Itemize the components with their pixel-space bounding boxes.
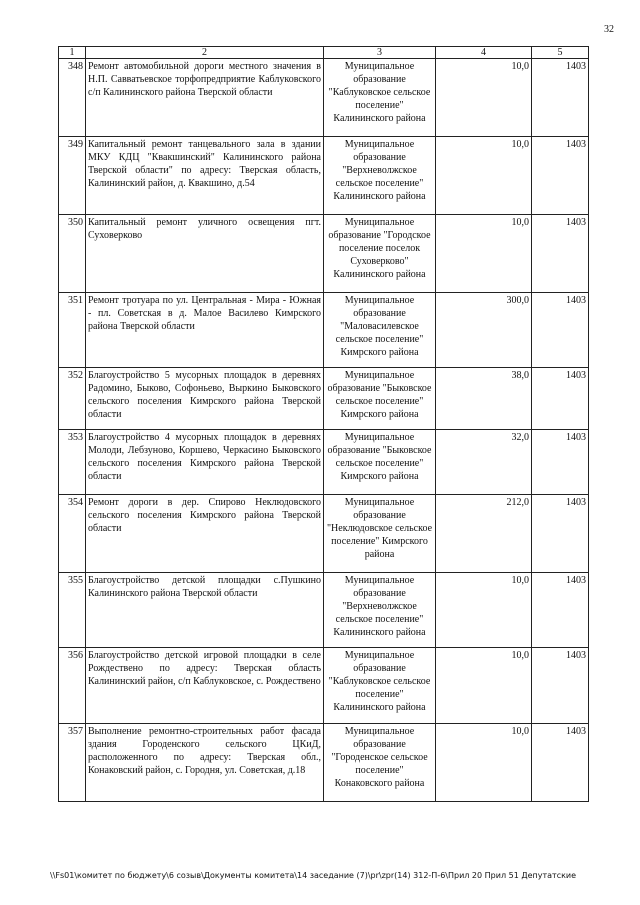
row-number: 352 <box>59 368 86 430</box>
row-number: 348 <box>59 59 86 137</box>
row-code: 1403 <box>532 495 589 573</box>
row-recipient: Муниципальное образование "Городское поселение поселок Суховерково" Калининского района <box>324 215 436 293</box>
row-code: 1403 <box>532 59 589 137</box>
row-recipient: Муниципальное образование "Неклюдовское сельское поселение" Кимрского района <box>324 495 436 573</box>
row-amount: 32,0 <box>436 430 532 495</box>
table-row <box>59 724 589 802</box>
row-code: 1403 <box>532 368 589 430</box>
row-description: Выполнение ремонтно-строительных работ фасада здания Городенского сельского ЦКиД, расположенного по адресу: Тверская обл., Конаковский район, с. Городня, ул. Советская, д.18 <box>86 724 324 802</box>
table-row <box>59 495 589 573</box>
table-row <box>59 430 589 495</box>
column-header: 4 <box>436 47 532 59</box>
row-amount: 10,0 <box>436 137 532 215</box>
row-amount: 38,0 <box>436 368 532 430</box>
table-row <box>59 59 589 137</box>
row-description: Капитальный ремонт уличного освещения пгт. Суховерково <box>86 215 324 293</box>
row-recipient: Муниципальное образование "Каблуковское сельское поселение" Калининского района <box>324 648 436 724</box>
row-number: 353 <box>59 430 86 495</box>
row-description: Благоустройство 5 мусорных площадок в деревнях Радомино, Быково, Софоньево, Выркино Быковского сельского поселения Кимрского района Тверской области <box>86 368 324 430</box>
row-amount: 10,0 <box>436 573 532 648</box>
column-header: 3 <box>324 47 436 59</box>
row-recipient: Муниципальное образование "Маловасилевское сельское поселение" Кимрского района <box>324 293 436 368</box>
row-amount: 10,0 <box>436 59 532 137</box>
row-amount: 10,0 <box>436 215 532 293</box>
row-code: 1403 <box>532 430 589 495</box>
row-description: Благоустройство 4 мусорных площадок в деревнях Молоди, Лебзуново, Коршево, Черкасино Быковского сельского поселения Кимрского района Тверской области <box>86 430 324 495</box>
row-code: 1403 <box>532 215 589 293</box>
column-header: 2 <box>86 47 324 59</box>
row-description: Ремонт дороги в дер. Спирово Неклюдовского сельского поселения Кимрского района Тверской области <box>86 495 324 573</box>
row-amount: 212,0 <box>436 495 532 573</box>
table-row <box>59 648 589 724</box>
row-code: 1403 <box>532 724 589 802</box>
row-description: Благоустройство детской игровой площадки в селе Рождествено по адресу: Тверская область Калининский район, с/п Каблуковское, с. Рождествено <box>86 648 324 724</box>
row-recipient: Муниципальное образование "Верхневолжское сельское поселение" Калининского района <box>324 573 436 648</box>
table-header-row <box>59 47 589 59</box>
page-number: 32 <box>604 24 614 35</box>
row-amount: 10,0 <box>436 648 532 724</box>
row-amount: 300,0 <box>436 293 532 368</box>
row-code: 1403 <box>532 137 589 215</box>
row-number: 356 <box>59 648 86 724</box>
row-recipient: Муниципальное образование "Быковское сельское поселение" Кимрского района <box>324 368 436 430</box>
row-number: 355 <box>59 573 86 648</box>
row-number: 349 <box>59 137 86 215</box>
row-description: Благоустройство детской площадки с.Пушкино Калининского района Тверской области <box>86 573 324 648</box>
row-code: 1403 <box>532 573 589 648</box>
table-row <box>59 368 589 430</box>
row-number: 350 <box>59 215 86 293</box>
row-recipient: Муниципальное образование "Верхневолжское сельское поселение" Калининского района <box>324 137 436 215</box>
file-path-footer: \\Fs01\комитет по бюджету\6 созыв\Документы комитета\14 заседание (7)\pr\zpr(14) 312-П-6\Прил 20 Прил 51 Депутатские <box>50 871 577 880</box>
row-amount: 10,0 <box>436 724 532 802</box>
table-row <box>59 573 589 648</box>
column-header: 1 <box>59 47 86 59</box>
row-description: Ремонт автомобильной дороги местного значения в Н.П. Савватьевское торфопредприятие Каблуковского с/п Калининского района Тверской области <box>86 59 324 137</box>
row-recipient: Муниципальное образование "Городенское сельское поселение" Конаковского района <box>324 724 436 802</box>
row-description: Капитальный ремонт танцевального зала в здании МКУ КДЦ "Квакшинский" Калининского района Тверской области" по адресу: Тверская область, Калининский район, д. Квакшино, д.54 <box>86 137 324 215</box>
row-number: 351 <box>59 293 86 368</box>
column-header: 5 <box>532 47 589 59</box>
row-description: Ремонт тротуара по ул. Центральная - Мира - Южная - пл. Советская в д. Малое Василево Кимрского района Тверской области <box>86 293 324 368</box>
appropriations-table <box>58 46 589 802</box>
row-code: 1403 <box>532 293 589 368</box>
table-row <box>59 215 589 293</box>
table-row <box>59 293 589 368</box>
row-recipient: Муниципальное образование "Быковское сельское поселение" Кимрского района <box>324 430 436 495</box>
table-row <box>59 137 589 215</box>
row-recipient: Муниципальное образование "Каблуковское сельское поселение" Калининского района <box>324 59 436 137</box>
row-code: 1403 <box>532 648 589 724</box>
row-number: 357 <box>59 724 86 802</box>
row-number: 354 <box>59 495 86 573</box>
